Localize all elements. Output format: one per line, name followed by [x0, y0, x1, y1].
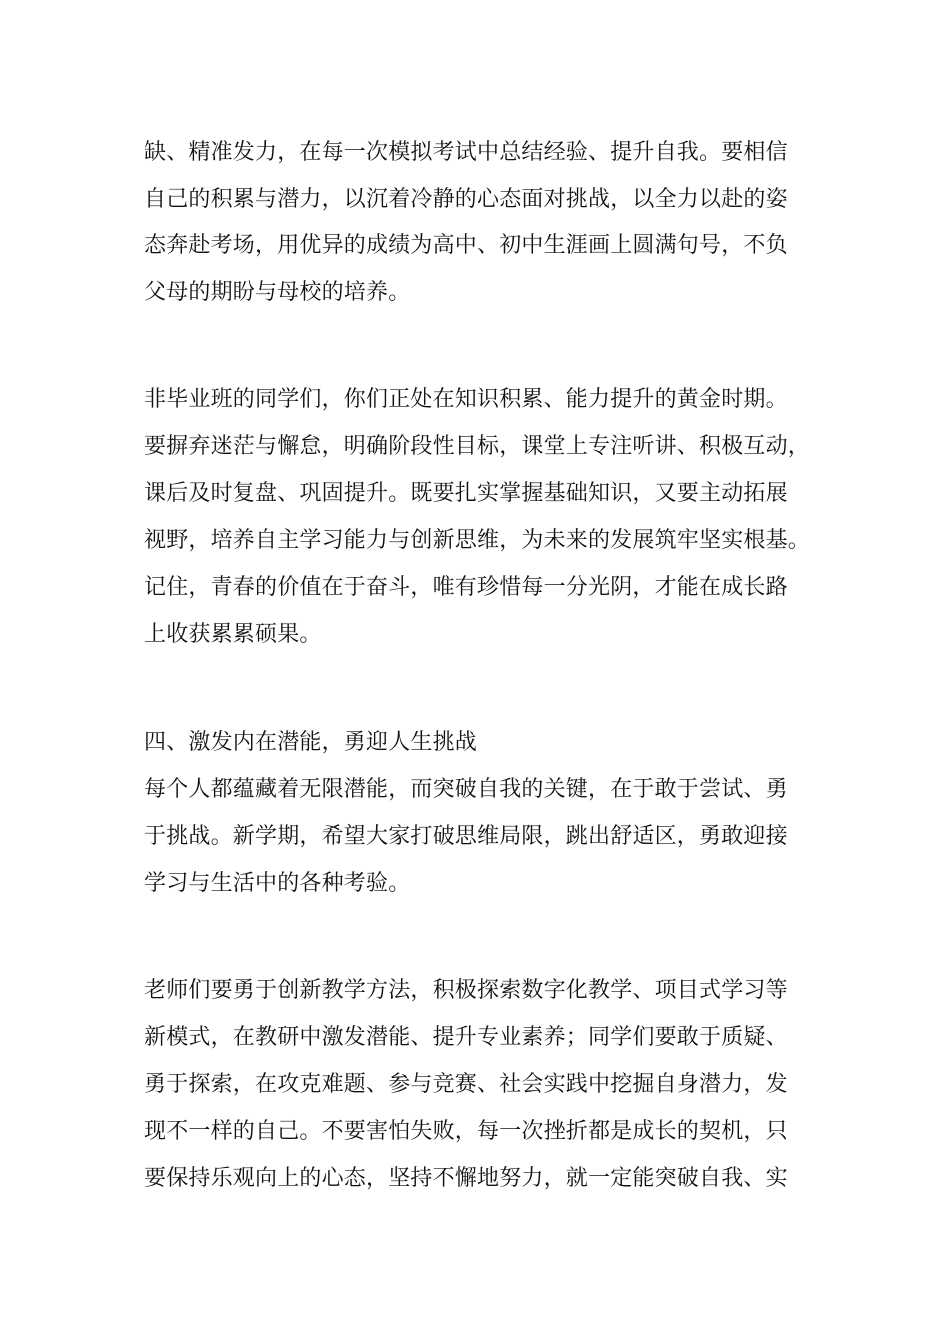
paragraph-2-line-4: 视野，培养自主学习能力与创新思维，为未来的发展筑牢坚实根基。 [144, 528, 811, 553]
paragraph-1-line-1: 缺、精准发力，在每一次模拟考试中总结经验、提升自我。要相信 [144, 140, 788, 165]
paragraph-2-line-2: 要摒弃迷茫与懈怠，明确阶段性目标，课堂上专注听讲、积极互动， [144, 434, 811, 459]
paragraph-4-line-4: 现不一样的自己。不要害怕失败，每一次挫折都是成长的契机，只 [144, 1119, 788, 1144]
paragraph-3-line-1: 每个人都蕴藏着无限潜能，而突破自我的关键，在于敢于尝试、勇 [144, 777, 788, 802]
paragraph-2-line-5: 记住，青春的价值在于奋斗，唯有珍惜每一分光阴，才能在成长路 [144, 575, 788, 600]
paragraph-4-line-1: 老师们要勇于创新教学方法，积极探索数字化教学、项目式学习等 [144, 978, 788, 1003]
paragraph-1-line-4: 父母的期盼与母校的培养。 [144, 280, 411, 305]
section-heading: 四、激发内在潜能，勇迎人生挑战 [144, 730, 478, 755]
paragraph-3-line-2: 于挑战。新学期，希望大家打破思维局限，跳出舒适区，勇敢迎接 [144, 824, 788, 849]
paragraph-1-line-2: 自己的积累与潜力，以沉着冷静的心态面对挑战，以全力以赴的姿 [144, 187, 788, 212]
paragraph-4-line-3: 勇于探索，在攻克难题、参与竞赛、社会实践中挖掘自身潜力，发 [144, 1072, 788, 1097]
paragraph-2-line-6: 上收获累累硕果。 [144, 622, 322, 647]
paragraph-4-line-5: 要保持乐观向上的心态，坚持不懈地努力，就一定能突破自我、实 [144, 1166, 788, 1191]
paragraph-2-line-1: 非毕业班的同学们，你们正处在知识积累、能力提升的黄金时期。 [144, 387, 788, 412]
paragraph-3-line-3: 学习与生活中的各种考验。 [144, 871, 411, 896]
paragraph-1-line-3: 态奔赴考场，用优异的成绩为高中、初中生涯画上圆满句号，不负 [144, 233, 788, 258]
paragraph-4-line-2: 新模式，在教研中激发潜能、提升专业素养；同学们要敢于质疑、 [144, 1025, 788, 1050]
paragraph-2-line-3: 课后及时复盘、巩固提升。既要扎实掌握基础知识，又要主动拓展 [144, 481, 788, 506]
